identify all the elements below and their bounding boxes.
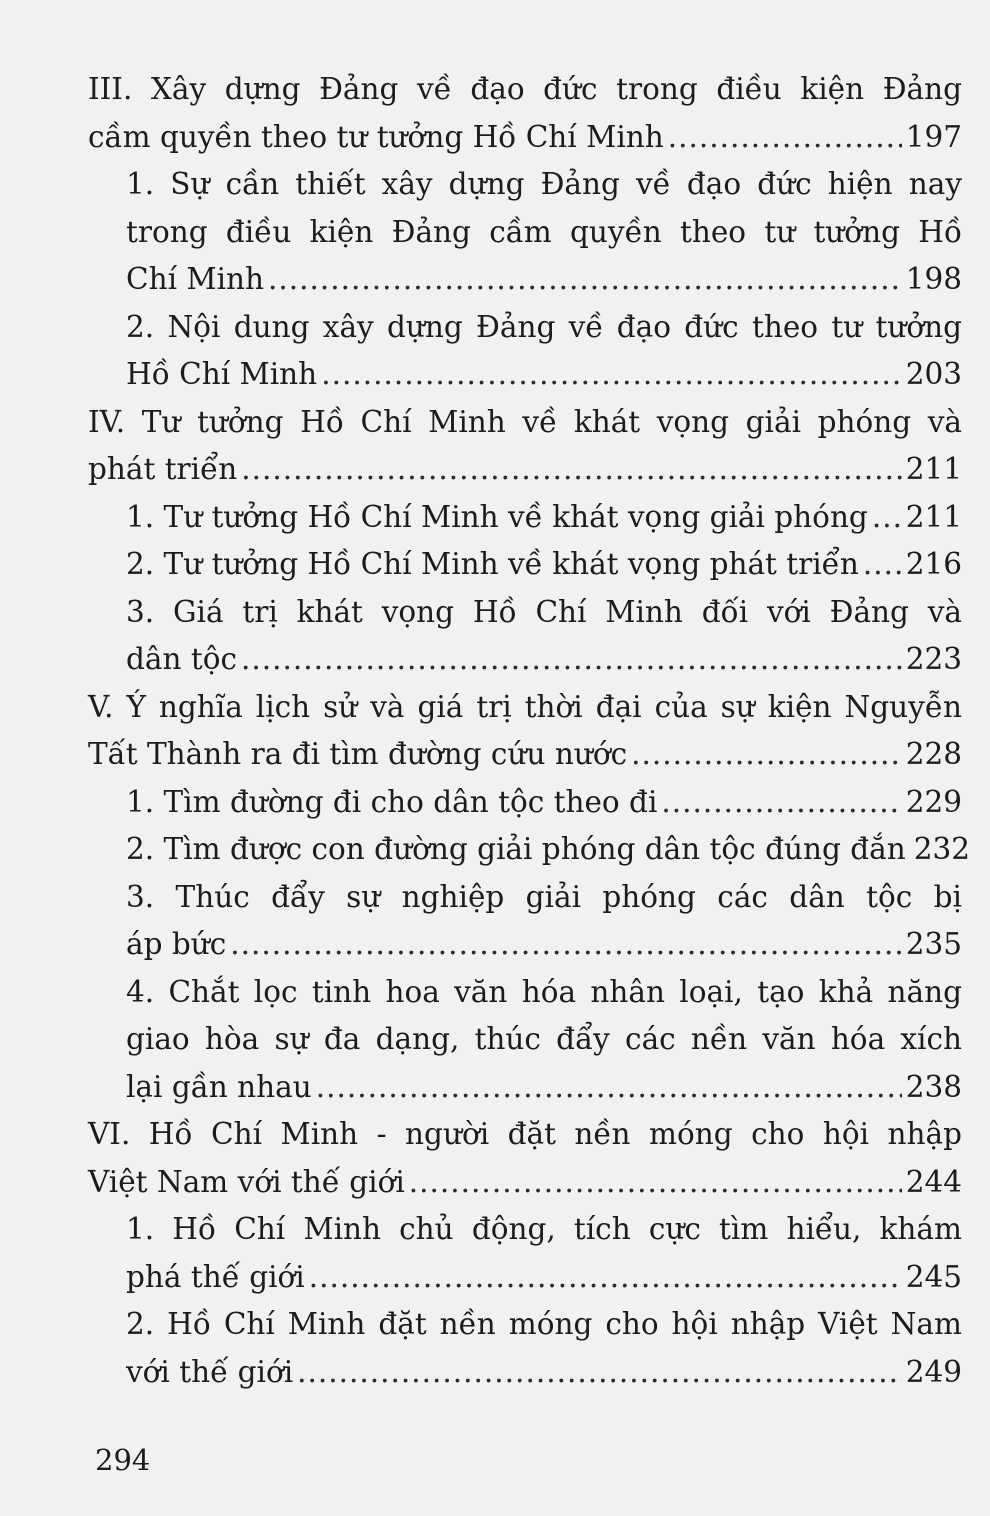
toc-entry-section-iii[interactable] bbox=[88, 66, 962, 161]
toc-entry-section-vi[interactable] bbox=[88, 1111, 962, 1206]
dot-leader bbox=[661, 779, 901, 827]
toc-entry-section-v-1[interactable] bbox=[88, 779, 962, 827]
toc-page-number: 216 bbox=[905, 547, 962, 581]
toc-entry-text: 3. Giá trị khát vọng Hồ Chí Minh đối với Đảng và bbox=[126, 594, 962, 629]
dot-leader bbox=[872, 494, 902, 542]
toc-entry-text: Hồ Chí Minh bbox=[126, 357, 318, 391]
toc-page-number: 249 bbox=[905, 1354, 962, 1389]
toc-entry-text: với thế giới bbox=[126, 1354, 294, 1389]
toc-entry-text: 1. Hồ Chí Minh chủ động, tích cực tìm hiểu, khám bbox=[126, 1212, 962, 1246]
toc-entry-section-vi-1[interactable] bbox=[88, 1206, 962, 1301]
toc-page-number: 203 bbox=[905, 357, 962, 391]
dot-leader bbox=[668, 114, 902, 162]
toc-entry-section-iv-2[interactable] bbox=[88, 541, 962, 589]
toc-entry-section-v-2[interactable] bbox=[88, 826, 971, 874]
toc-page-number: 245 bbox=[905, 1259, 962, 1294]
toc-entry-text: trong điều kiện Đảng cầm quyền theo tư tưởng Hồ bbox=[126, 214, 962, 249]
toc-page-number: 223 bbox=[905, 642, 962, 676]
toc-entry-text: 1. Tìm đường đi cho dân tộc theo đi bbox=[126, 784, 658, 819]
toc-entry-text: lại gần nhau bbox=[126, 1069, 312, 1104]
toc-entry-text: 2. Tư tưởng Hồ Chí Minh về khát vọng phát triển bbox=[126, 547, 859, 581]
toc-entry-section-iii-1[interactable] bbox=[88, 161, 962, 304]
toc-entry-section-v-4[interactable] bbox=[88, 969, 962, 1112]
toc-entry-text: 3. Thúc đẩy sự nghiệp giải phóng các dân tộc bị bbox=[126, 879, 962, 914]
dot-leader bbox=[409, 1159, 902, 1207]
toc-entry-text: III. Xây dựng Đảng về đạo đức trong điều kiện Đảng bbox=[88, 72, 962, 106]
toc-entry-text: 2. Tìm được con đường giải phóng dân tộc đúng đắn bbox=[126, 832, 906, 866]
toc-entry-section-v[interactable] bbox=[88, 684, 962, 779]
dot-leader bbox=[321, 351, 902, 399]
toc-page-number: 244 bbox=[905, 1164, 962, 1199]
toc-page-number: 235 bbox=[905, 927, 962, 961]
toc-page-number: 211 bbox=[905, 452, 962, 486]
toc-entry-text: Chí Minh bbox=[126, 262, 265, 296]
toc-page-number: 211 bbox=[905, 499, 962, 534]
toc-entry-section-vi-2[interactable] bbox=[88, 1301, 962, 1396]
toc-entry-text: VI. Hồ Chí Minh - người đặt nền móng cho hội nhập bbox=[88, 1117, 962, 1151]
page-number: 294 bbox=[95, 1443, 151, 1477]
dot-leader bbox=[316, 1064, 902, 1112]
dot-leader bbox=[631, 731, 902, 779]
toc-entry-section-iv[interactable] bbox=[88, 399, 962, 494]
toc-entry-section-v-3[interactable] bbox=[88, 874, 962, 969]
toc-page-number: 232 bbox=[913, 832, 971, 866]
table-of-contents bbox=[88, 66, 971, 1396]
toc-entry-text: Tất Thành ra đi tìm đường cứu nước bbox=[88, 737, 628, 771]
toc-page-number: 197 bbox=[905, 119, 962, 154]
toc-entry-text: 2. Hồ Chí Minh đặt nền móng cho hội nhập Việt Nam bbox=[126, 1307, 962, 1341]
toc-entry-section-iv-3[interactable] bbox=[88, 589, 962, 684]
toc-entry-text: 1. Sự cần thiết xây dựng Đảng về đạo đức hiện nay bbox=[126, 167, 962, 201]
toc-entry-text: Việt Nam với thế giới bbox=[88, 1164, 405, 1199]
dot-leader bbox=[268, 256, 902, 304]
dot-leader bbox=[863, 541, 902, 589]
toc-entry-text: phát triển bbox=[88, 452, 238, 486]
toc-page-number: 238 bbox=[905, 1069, 962, 1104]
toc-entry-text: giao hòa sự đa dạng, thúc đẩy các nền văn hóa xích bbox=[126, 1022, 962, 1056]
toc-page-number: 228 bbox=[905, 737, 962, 771]
dot-leader bbox=[241, 446, 901, 494]
toc-entry-text: dân tộc bbox=[126, 642, 237, 676]
toc-entry-section-iv-1[interactable] bbox=[88, 494, 962, 542]
toc-entry-text: áp bức bbox=[126, 927, 227, 961]
toc-entry-text: IV. Tư tưởng Hồ Chí Minh về khát vọng giải phóng và bbox=[88, 404, 962, 439]
toc-entry-text: phá thế giới bbox=[126, 1259, 305, 1294]
toc-entry-text: 2. Nội dung xây dựng Đảng về đạo đức theo tư tưởng bbox=[126, 309, 962, 344]
toc-entry-text: V. Ý nghĩa lịch sử và giá trị thời đại của sự kiện Nguyễn bbox=[88, 689, 962, 724]
toc-entry-text: 4. Chắt lọc tinh hoa văn hóa nhân loại, tạo khả năng bbox=[126, 974, 962, 1009]
toc-entry-section-iii-2[interactable] bbox=[88, 304, 962, 399]
toc-page-number: 198 bbox=[905, 262, 962, 296]
toc-page-number: 229 bbox=[905, 784, 962, 819]
dot-leader bbox=[230, 921, 901, 969]
toc-entry-text: cầm quyền theo tư tưởng Hồ Chí Minh bbox=[88, 119, 664, 154]
toc-entry-text: 1. Tư tưởng Hồ Chí Minh về khát vọng giải phóng bbox=[126, 499, 868, 534]
dot-leader bbox=[309, 1254, 902, 1302]
dot-leader bbox=[297, 1349, 902, 1397]
dot-leader bbox=[241, 636, 902, 684]
